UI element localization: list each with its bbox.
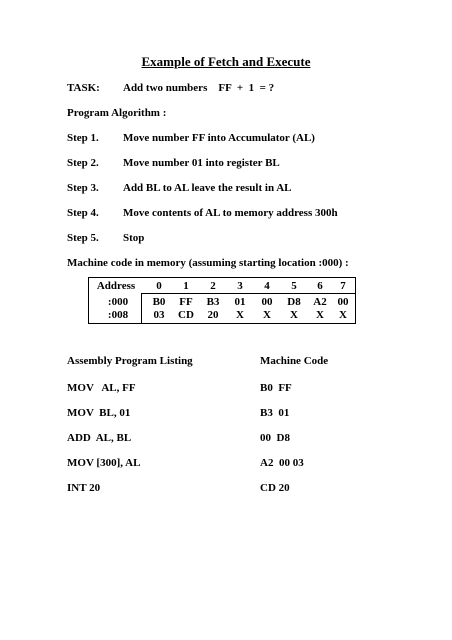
- table-cell: 00: [261, 296, 273, 308]
- table-cell: X: [263, 309, 271, 321]
- table-cell: D8: [287, 296, 301, 308]
- step-text: Move contents of AL to memory address 300h: [123, 207, 338, 219]
- table-header-cell: 0: [156, 280, 162, 292]
- table-cell: CD: [178, 309, 194, 321]
- step-text: Move number FF into Accumulator (AL): [123, 132, 315, 144]
- table-cell: FF: [179, 296, 193, 308]
- step-label: Step 1.: [67, 132, 99, 144]
- step-text: Move number 01 into register BL: [123, 157, 280, 169]
- table-cell: X: [236, 309, 244, 321]
- table-header-cell: Address: [96, 280, 136, 292]
- table-header-cell: 7: [340, 280, 346, 292]
- table-header-cell: 5: [291, 280, 297, 292]
- asm-instruction: ADD AL, BL: [67, 432, 132, 444]
- step-text: Stop: [123, 232, 145, 244]
- task-text: Add two numbers FF + 1 = ?: [123, 82, 275, 94]
- listing-left-heading: Assembly Program Listing: [67, 355, 193, 367]
- table-header-divider: [141, 293, 355, 294]
- table-cell: A2: [313, 296, 327, 308]
- step-label: Step 4.: [67, 207, 99, 219]
- memory-table: [88, 277, 356, 324]
- asm-instruction: MOV BL, 01: [67, 407, 131, 419]
- machine-code: A2 00 03: [260, 457, 304, 469]
- machine-code: 00 D8: [260, 432, 290, 444]
- asm-instruction: MOV [300], AL: [67, 457, 141, 469]
- table-cell: B0: [152, 296, 166, 308]
- step-label: Step 3.: [67, 182, 99, 194]
- listing-right-heading: Machine Code: [260, 355, 329, 367]
- table-cell: X: [290, 309, 298, 321]
- step-text: Add BL to AL leave the result in AL: [123, 182, 292, 194]
- step-label: Step 2.: [67, 157, 99, 169]
- asm-instruction: MOV AL, FF: [67, 382, 136, 394]
- table-cell: 03: [153, 309, 165, 321]
- table-address-cell: :008: [107, 309, 129, 321]
- step-label: Step 5.: [67, 232, 99, 244]
- table-header-cell: 3: [237, 280, 243, 292]
- table-cell: 01: [234, 296, 246, 308]
- table-column-divider: [141, 293, 142, 323]
- asm-instruction: INT 20: [67, 482, 101, 494]
- table-header-cell: 6: [317, 280, 323, 292]
- table-header-cell: 1: [183, 280, 189, 292]
- page-title: Example of Fetch and Execute: [141, 54, 311, 69]
- table-header-cell: 4: [264, 280, 270, 292]
- algorithm-heading: Program Algorithm :: [67, 107, 167, 119]
- table-cell: B3: [206, 296, 220, 308]
- machine-code-heading: Machine code in memory (assuming starting location :000) :: [67, 257, 349, 269]
- task-label: TASK:: [67, 82, 100, 94]
- machine-code: B3 01: [260, 407, 290, 419]
- table-cell: 20: [207, 309, 219, 321]
- table-address-cell: :000: [107, 296, 129, 308]
- table-header-cell: 2: [210, 280, 216, 292]
- table-cell: X: [339, 309, 347, 321]
- machine-code: B0 FF: [260, 382, 292, 394]
- table-cell: X: [316, 309, 324, 321]
- table-cell: 00: [337, 296, 349, 308]
- machine-code: CD 20: [260, 482, 290, 494]
